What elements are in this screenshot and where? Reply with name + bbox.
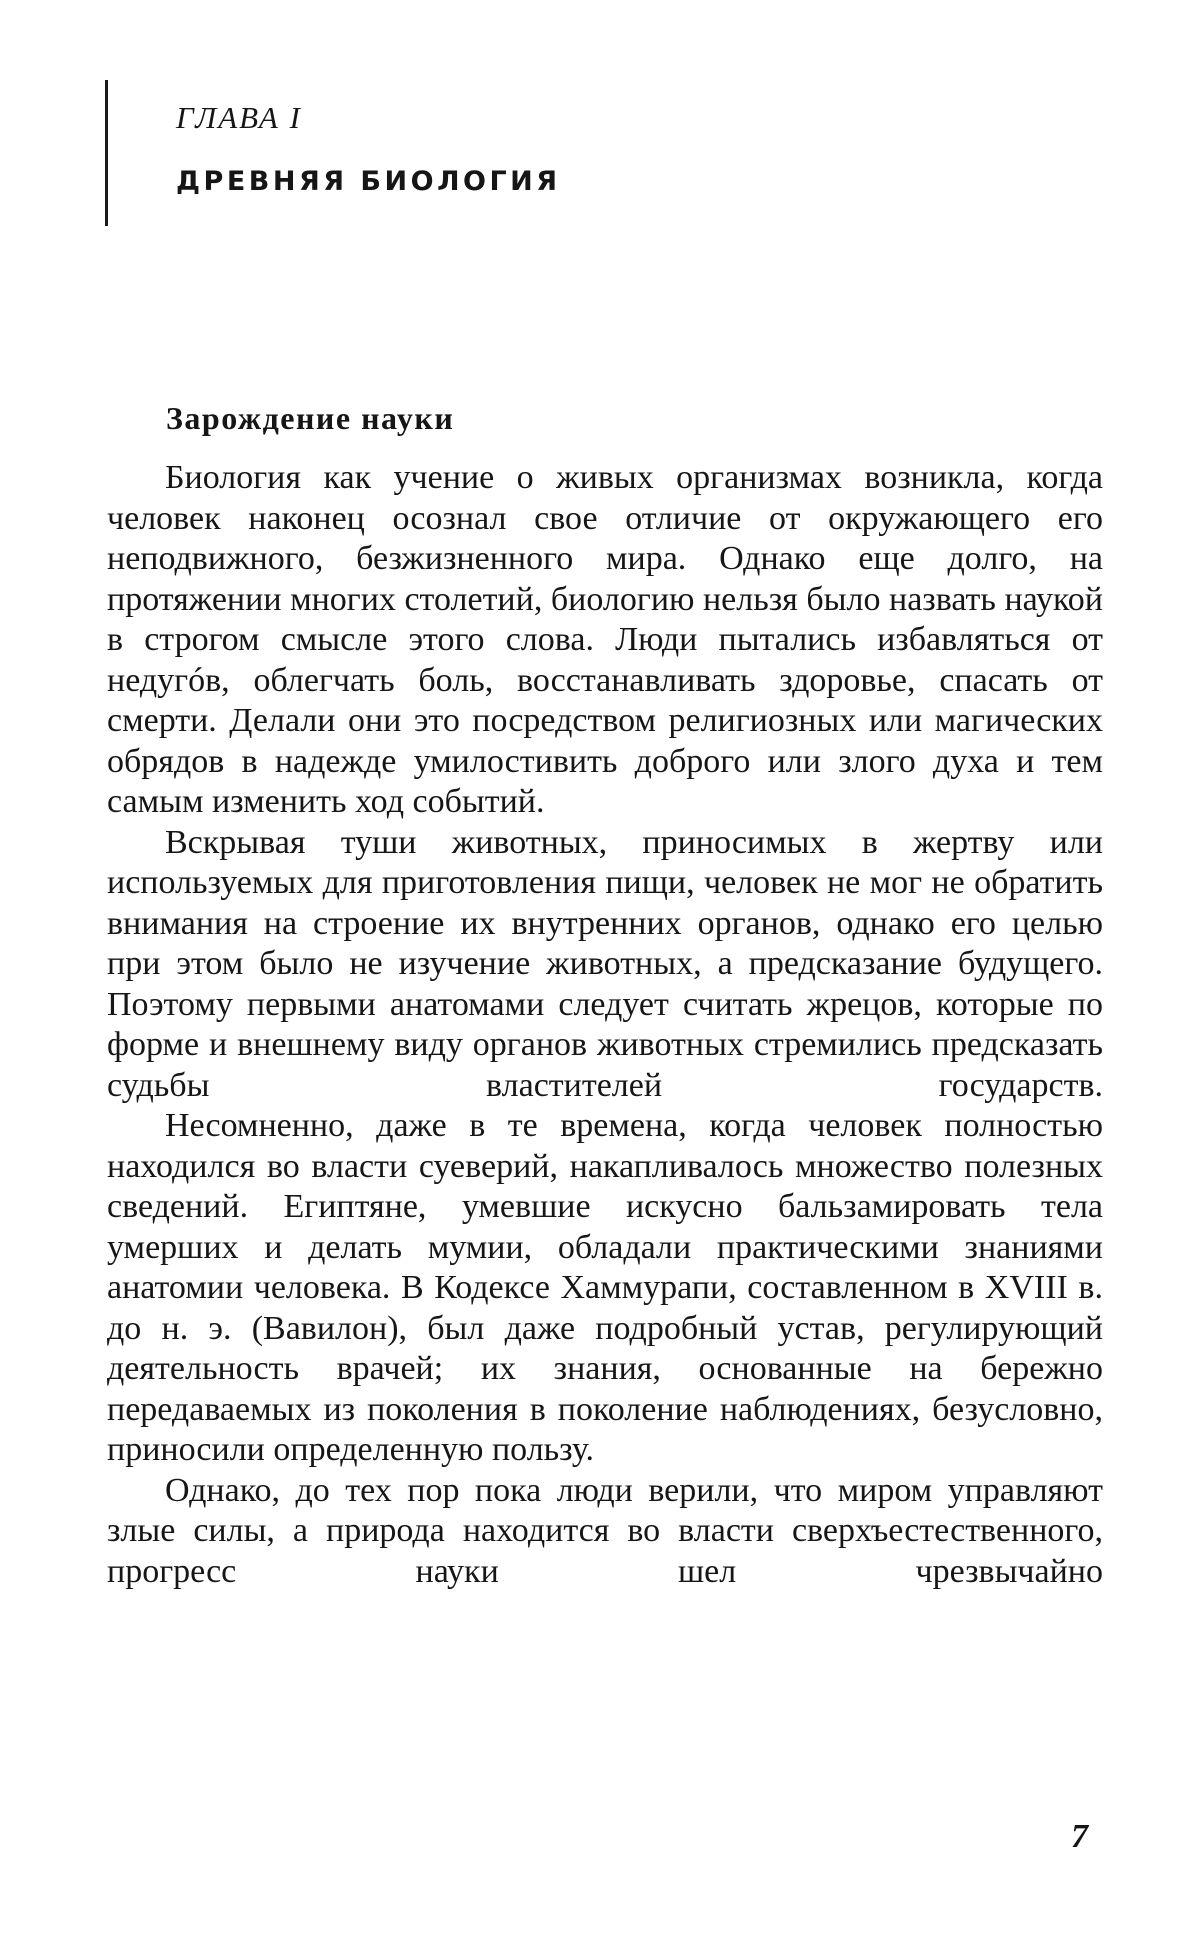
page-number: 7	[1071, 1818, 1088, 1855]
margin-rule	[105, 80, 108, 226]
body-text	[107, 458, 1103, 1592]
section-heading: Зарождение науки	[166, 400, 455, 436]
paragraph: Биология как учение о живых организмах возникла, когда человек наконец осознал свое отличие от окружающего его неподвижного, безжизненного мира. Однако еще долго, на протяжении многих столетий, биологию нельзя было назвать наукой в строгом смысле этого слова. Люди пытались избавляться от недугóв, облегчать боль, восстанавливать здоровье, спасать от смерти. Делали они это посредством религиозных или магических обрядов в надежде умилостивить доброго или злого духа и тем самым изменить ход событий.	[107, 459, 1103, 820]
paragraph: Несомненно, даже в те времена, когда человек полностью находился во власти суеверий, накапливалось множество полезных сведений. Египтяне, умевшие искусно бальзамировать тела умерших и делать мумии, обладали практическими знаниями анатомии человека. В Кодексе Хаммурапи, составленном в XVIII в. до н. э. (Вавилон), был даже подробный устав, регулирующий деятельность врачей; их знания, основанные на бережно передаваемых из поколения в поколение наблюдениях, безусловно, приносили определенную пользу.	[107, 1107, 1103, 1468]
chapter-label: ГЛАВА I	[176, 100, 302, 135]
chapter-title: ДРЕВНЯЯ БИОЛОГИЯ	[176, 166, 561, 197]
paragraph: Вскрывая туши животных, приносимых в жертву или используемых для приготовления пищи, человек не мог не обратить внимания на строение их внутренних органов, однако его целью при этом было не изучение животных, а предсказание будущего. Поэтому первыми анатомами следует считать жрецов, которые по форме и внешнему виду органов животных стремились предсказать судьбы властителей государств.	[107, 823, 1103, 1104]
paragraph: Однако, до тех пор пока люди верили, что миром управляют злые силы, а природа находится во власти сверхъестественного, прогресс науки шел чрезвычайно	[107, 1471, 1103, 1590]
